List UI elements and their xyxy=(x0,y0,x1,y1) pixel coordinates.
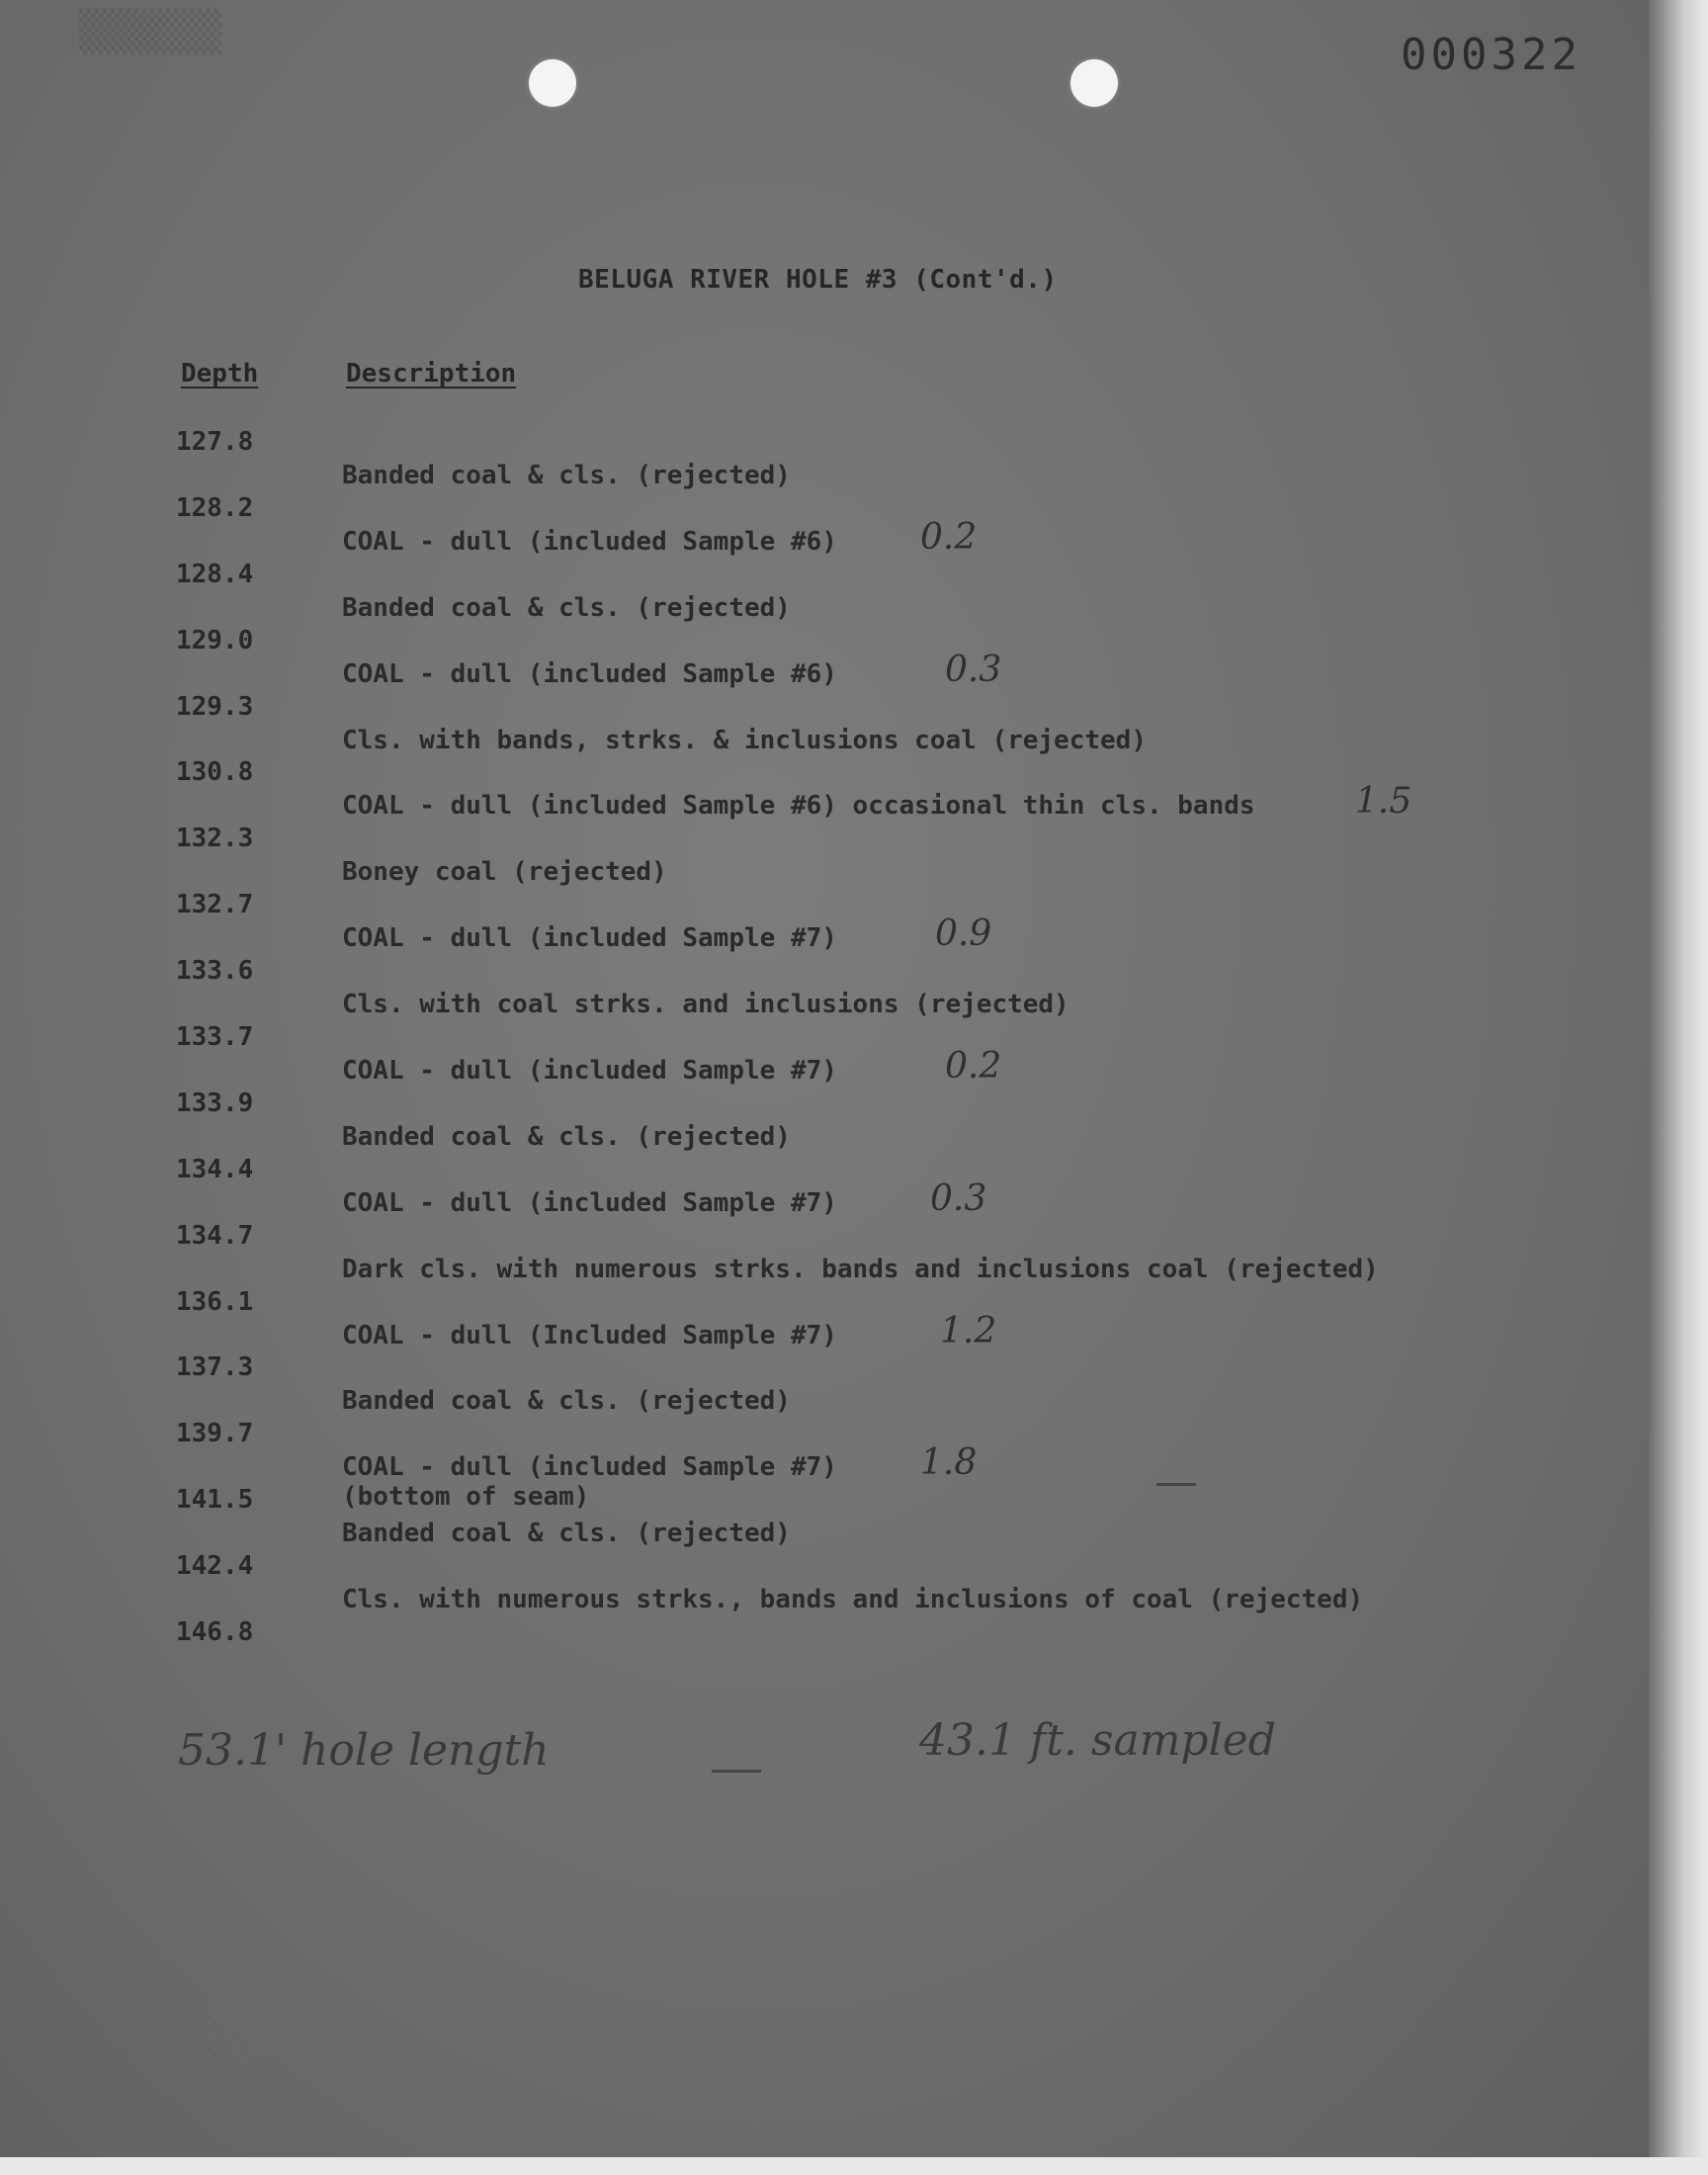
faint-scribble: ░░░ ░░░░ ░░░ xyxy=(208,1938,317,2061)
depth-value: 133.7 xyxy=(176,1022,254,1053)
handwritten-hole-length: 53.1' hole length xyxy=(178,1725,550,1776)
depth-value: 129.0 xyxy=(176,625,254,655)
description-text: Boney coal (rejected) xyxy=(342,857,667,888)
depth-value: 130.8 xyxy=(176,757,254,788)
document-number: 000322 xyxy=(1401,30,1581,80)
description-row xyxy=(342,1517,1379,1583)
description-row xyxy=(342,649,1379,724)
depth-value: 133.6 xyxy=(176,956,254,987)
description-row xyxy=(342,914,1379,988)
description-row xyxy=(342,855,1379,921)
description-row xyxy=(342,1384,1379,1450)
description-text: COAL - dull (included Sample #7) xyxy=(342,923,837,954)
description-text: COAL - dull (included Sample #7) xyxy=(342,1056,837,1087)
depth-value: 132.7 xyxy=(176,890,254,920)
description-row xyxy=(342,516,1379,591)
punch-hole-right xyxy=(1070,59,1118,107)
description-text: COAL - dull (included Sample #6) xyxy=(342,526,837,557)
description-row xyxy=(342,591,1379,657)
depth-value: 136.1 xyxy=(176,1286,254,1317)
handwritten-dash xyxy=(712,1770,761,1773)
description-text: Banded coal & cls. (rejected) xyxy=(342,1519,791,1549)
depth-value: 128.4 xyxy=(176,559,254,589)
description-text: Dark cls. with numerous strks. bands and inclusions coal (rejected) xyxy=(342,1254,1379,1284)
depth-value: 134.4 xyxy=(176,1154,254,1184)
description-text: COAL - dull (included Sample #7) xyxy=(342,1187,837,1218)
description-text: Cls. with numerous strks., bands and inclusions of coal (rejected) xyxy=(342,1585,1364,1615)
depth-value: 134.7 xyxy=(176,1220,254,1251)
depth-value: 141.5 xyxy=(176,1485,254,1516)
description-row xyxy=(342,1253,1379,1319)
punch-hole-left xyxy=(529,59,576,107)
description-column xyxy=(342,459,1412,1649)
handwritten-thickness: 1.2 xyxy=(940,1310,997,1351)
depth-value: 139.7 xyxy=(176,1419,254,1449)
depth-value: 133.9 xyxy=(176,1088,254,1118)
handwritten-thickness: 0.3 xyxy=(930,1177,987,1219)
page-title: BELUGA RIVER HOLE #3 (Cont'd.) xyxy=(578,265,1058,295)
description-row xyxy=(342,459,1379,525)
description-text: Banded coal & cls. (rejected) xyxy=(342,461,791,490)
description-subtext: (bottom of seam) xyxy=(342,1482,590,1513)
page-edge-right xyxy=(1649,0,1708,2175)
description-row xyxy=(342,724,1379,790)
description-text: COAL - dull (included Sample #6) occasional thin cls. bands xyxy=(342,791,1255,822)
description-text: COAL - dull (Included Sample #7) xyxy=(342,1320,837,1350)
page-edge-bottom xyxy=(0,2157,1708,2175)
handwritten-thickness: 0.3 xyxy=(945,649,1002,690)
handwritten-sampled: 43.1 ft. sampled xyxy=(919,1715,1276,1766)
depth-value: 132.3 xyxy=(176,824,254,854)
description-text: Cls. with coal strks. and inclusions (rejected) xyxy=(342,990,1069,1020)
description-text: Cls. with bands, strks. & inclusions coal (rejected) xyxy=(342,725,1147,755)
depth-column xyxy=(176,425,253,1682)
description-text: Banded coal & cls. (rejected) xyxy=(342,592,791,623)
description-text: COAL - dull (included Sample #7) xyxy=(342,1452,837,1483)
description-row xyxy=(342,1310,1379,1385)
handwritten-thickness: 0.2 xyxy=(920,516,978,558)
depth-value: 127.8 xyxy=(176,427,254,457)
handwritten-thickness: 1.5 xyxy=(1355,781,1412,823)
description-text: Banded coal & cls. (rejected) xyxy=(342,1121,791,1152)
description-row xyxy=(342,1120,1379,1186)
handwritten-thickness: 0.9 xyxy=(935,914,992,955)
description-row xyxy=(342,1046,1379,1120)
description-row xyxy=(342,1177,1379,1253)
depth-value: 142.4 xyxy=(176,1551,254,1582)
description-row xyxy=(342,1583,1379,1649)
depth-column-header: Depth xyxy=(181,359,259,389)
handwritten-mark xyxy=(1156,1483,1196,1486)
description-column-header: Description xyxy=(346,359,517,389)
description-row xyxy=(342,988,1379,1054)
handwritten-thickness: 1.8 xyxy=(920,1442,978,1484)
depth-value: 146.8 xyxy=(176,1617,254,1648)
depth-value: 137.3 xyxy=(176,1352,254,1383)
depth-value: 129.3 xyxy=(176,691,254,722)
depth-value: 128.2 xyxy=(176,492,254,523)
description-row xyxy=(342,1442,1379,1517)
handwritten-thickness: 0.2 xyxy=(945,1046,1002,1088)
description-text: COAL - dull (included Sample #6) xyxy=(342,658,837,689)
faint-stamp: ▒▒▒▒▒▒ xyxy=(79,10,222,55)
description-text: Banded coal & cls. (rejected) xyxy=(342,1386,791,1417)
description-row xyxy=(342,781,1412,855)
